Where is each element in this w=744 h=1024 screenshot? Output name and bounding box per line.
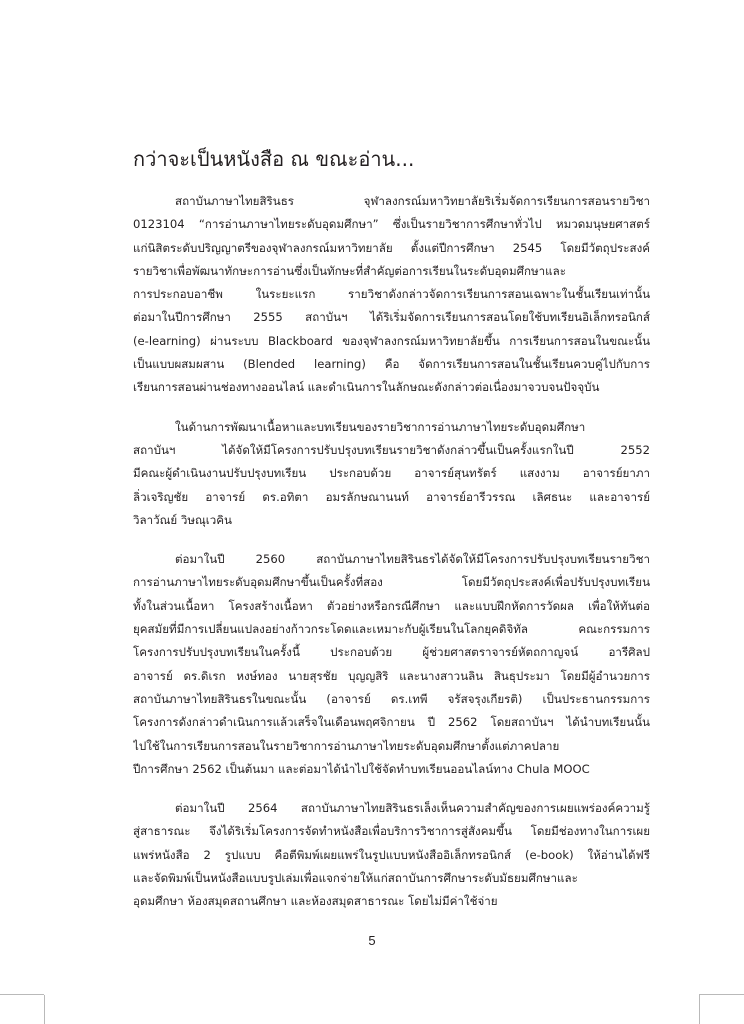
text-line: สถาบันภาษาไทยสิรินธร จุฬาลงกรณ์มหาวิทยาลัยริเริ่มจัดการเรียนการสอนรายวิชา [175,194,650,208]
page-title: กว่าจะเป็นหนังสือ ณ ขณะอ่าน... [133,147,415,171]
paragraph [133,416,650,532]
crop-mark-bottom-right [699,994,744,995]
crop-mark-bottom-left [0,994,44,995]
text-line: (e-learning) ผ่านระบบ Blackboard ของจุฬาลงกรณ์มหาวิทยาลัยขึ้น การเรียนการสอนในขณะนั้น [133,333,650,348]
text-line: และจัดพิมพ์เป็นหนังสือแบบรูปเล่มเพื่อแจกจ่ายให้แก่สถาบันการศึกษาระดับมัธยมศึกษาและ [133,871,578,886]
text-line: แพร่หนังสือ 2 รูปแบบ คือตีพิมพ์เผยแพร่ในรูปแบบหนังสืออิเล็กทรอนิกส์ (e-book) ให้อ่านได้ฟรี [133,847,650,862]
text-line: โครงการดังกล่าวดำเนินการแล้วเสร็จในเดือนพฤศจิกายน ปี 2562 โดยสถาบันฯ ได้นำบทเรียนนั้น [133,715,650,730]
text-line: ปีการศึกษา 2562 เป็นต้นมา และต่อมาได้นำไปใช้จัดทำบทเรียนออนไลน์ทาง Chula MOOC [133,761,590,776]
text-line: อุดมศึกษา ห้องสมุดสถานศึกษา และห้องสมุดสาธารณะ โดยไม่มีค่าใช้จ่าย [133,894,498,909]
text-line: 0123104 “การอ่านภาษาไทยระดับอุดมศึกษา” ซึ่งเป็นรายวิชาการศึกษาทั่วไป หมวดมนุษยศาสตร์ [133,217,650,232]
text-line: สู่สาธารณะ จึงได้ริเริ่มโครงการจัดทำหนังสือเพื่อบริการวิชาการสู่สังคมขึ้น โดยมีช่องทางในการเผย [133,824,650,839]
text-line: รายวิชาเพื่อพัฒนาทักษะการอ่านซึ่งเป็นทักษะที่สำคัญต่อการเรียนในระดับอุดมศึกษาและ [133,263,566,278]
text-line: ทั้งในส่วนเนื้อหา โครงสร้างเนื้อหา ตัวอย่างหรือกรณีศึกษา และแบบฝึกหัดการวัดผล เพื่อให้ทันต่อ [133,598,650,613]
text-line: วิลาวัณย์ วิษณุเวคิน [133,512,232,527]
text-line: ไปใช้ในการเรียนการสอนในรายวิชาการอ่านภาษาไทยระดับอุดมศึกษาตั้งแต่ภาคปลาย [133,738,560,753]
text-line: ในด้านการพัฒนาเนื้อหาและบทเรียนของรายวิชาการอ่านภาษาไทยระดับอุดมศึกษา [175,419,586,434]
text-line: ยุคสมัยที่มีการเปลี่ยนแปลงอย่างก้าวกระโดดและเหมาะกับผู้เรียนในโลกยุคดิจิทัล คณะกรรมการ [133,622,650,637]
text-line: การอ่านภาษาไทยระดับอุดมศึกษาขึ้นเป็นครั้งที่สอง โดยมีวัตถุประสงค์เพื่อปรับปรุงบทเรียน [133,575,650,590]
text-line: การประกอบอาชีพ ในระยะแรก รายวิชาดังกล่าวจัดการเรียนการสอนเฉพาะในชั้นเรียนเท่านั้น [133,287,650,302]
text-line: แก่นิสิตระดับปริญญาตรีของจุฬาลงกรณ์มหาวิทยาลัย ตั้งแต่ปีการศึกษา 2545 โดยมีวัตถุประสงค์ [133,240,650,255]
text-line: ต่อมาในปีการศึกษา 2555 สถาบันฯ ได้ริเริ่มจัดการเรียนการสอนโดยใช้บทเรียนอิเล็กทรอนิกส์ [133,310,650,325]
text-line: ต่อมาในปี 2564 สถาบันภาษาไทยสิรินธรเล็งเห็นความสำคัญของการเผยแพร่องค์ความรู้ [175,801,650,816]
text-line: สถาบันฯ ได้จัดให้มีโครงการปรับปรุงบทเรียนรายวิชาดังกล่าวขึ้นเป็นครั้งแรกในปี 2552 [133,442,650,457]
text-line: สถาบันภาษาไทยสิรินธรในขณะนั้น (อาจารย์ ดร.เทพี จรัสจรุงเกียรติ) เป็นประธานกรรมการ [133,691,650,706]
paragraph [133,190,650,400]
text-line: โครงการปรับปรุงบทเรียนในครั้งนี้ ประกอบด้วย ผู้ช่วยศาสตราจารย์หัตถกาญจน์ อารีศิลป [133,645,650,660]
body-text [133,190,650,930]
text-line: ต่อมาในปี 2560 สถาบันภาษาไทยสิรินธรได้จัดให้มีโครงการปรับปรุงบทเรียนรายวิชา [175,552,650,567]
crop-mark-bottom-right-vertical [699,995,700,1024]
crop-mark-bottom-left-vertical [44,995,45,1024]
text-line: เรียนการสอนผ่านช่องทางออนไลน์ และดำเนินการในลักษณะดังกล่าวต่อเนื่องมาจวบจนปัจจุบัน [133,380,600,395]
text-line: อาจารย์ ดร.ดิเรก หงษ์ทอง นายสุรชัย บุญญสิริ และนางสาวนลิน สินธุประมา โดยมีผู้อำนวยการ [133,668,650,683]
paragraph [133,548,650,781]
paragraph [133,797,650,913]
text-line: มีคณะผู้ดำเนินงานปรับปรุงบทเรียน ประกอบด้วย อาจารย์สุนทรัตร์ แสงงาม อาจารย์ยาภา [133,466,650,481]
text-line: เป็นแบบผสมผสาน (Blended learning) คือ จัดการเรียนการสอนในชั้นเรียนควบคู่ไปกับการ [133,357,650,372]
page-number: 5 [368,933,376,948]
text-line: ลิ่วเจริญชัย อาจารย์ ดร.อทิตา อมรลักษณานนท์ อาจารย์อารีวรรณ เลิศธนะ และอาจารย์ [133,489,650,504]
